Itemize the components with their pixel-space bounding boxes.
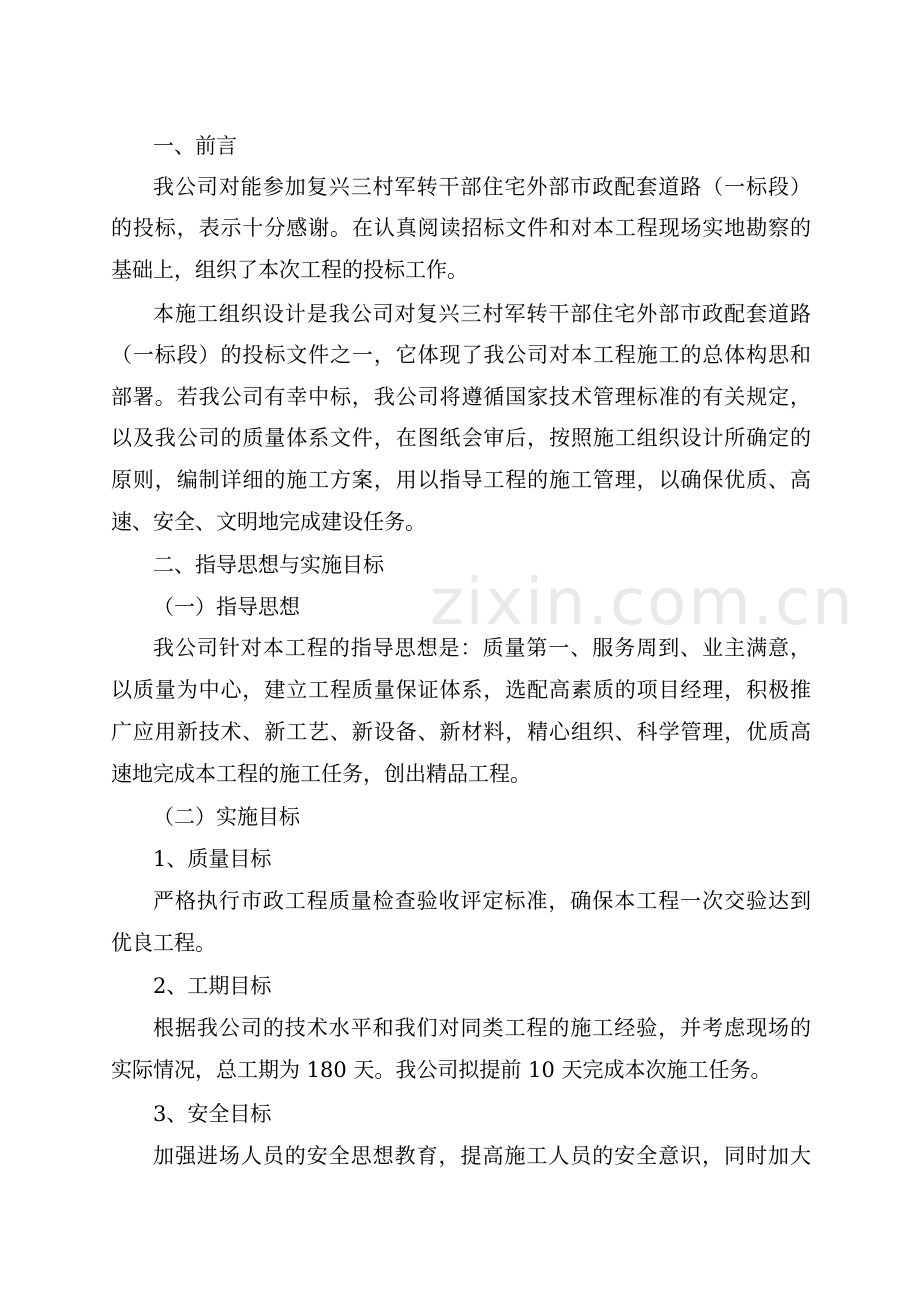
section-heading: 一、前言 [153,134,237,158]
paragraph-line: 本施工组织设计是我公司对复兴三村军转干部住宅外部市政配套道路 [153,302,811,326]
item-heading: 1、质量目标 [153,847,272,871]
item-heading: 3、安全目标 [153,1102,272,1126]
paragraph-line: 我公司对能参加复兴三村军转干部住宅外部市政配套道路（一标段） [153,175,811,199]
paragraph-line: 加强进场人员的安全思想教育，提高施工人员的安全意识，同时加大 [153,1144,811,1168]
subsection-heading: （一）指导思想 [153,595,300,619]
paragraph-line: 以及我公司的质量体系文件，在图纸会审后，按照施工组织设计所确定的 [111,426,811,450]
paragraph-line: 优良工程。 [111,931,216,955]
section-heading: 二、指导思想与实施目标 [153,553,384,577]
paragraph-line: 原则，编制详细的施工方案，用以指导工程的施工管理，以确保优质、高 [111,468,811,492]
paragraph-line: 我公司针对本工程的指导思想是：质量第一、服务周到、业主满意， [153,636,811,660]
paragraph-line: 根据我公司的技术水平和我们对同类工程的施工经验，并考虑现场的 [153,1016,811,1040]
watermark: zixin.com.cn [430,566,855,640]
paragraph-line: 基础上，组织了本次工程的投标工作。 [111,258,468,282]
paragraph-line: 的投标，表示十分感谢。在认真阅读招标文件和对本工程现场实地勘察的 [111,216,811,240]
paragraph-line: 以质量为中心，建立工程质量保证体系，选配高素质的项目经理，积极推 [111,678,811,702]
paragraph-line: 部署。若我公司有幸中标，我公司将遵循国家技术管理标准的有关规定， [111,385,811,409]
subsection-heading: （二）实施目标 [153,805,300,829]
paragraph-line: 速、安全、文明地完成建设任务。 [111,510,426,534]
paragraph-line: 速地完成本工程的施工任务，创出精品工程。 [111,762,531,786]
paragraph-line: 严格执行市政工程质量检查验收评定标准，确保本工程一次交验达到 [153,889,811,913]
paragraph-line: 实际情况，总工期为 180 天。我公司拟提前 10 天完成本次施工任务。 [111,1058,772,1082]
paragraph-line: 广应用新技术、新工艺、新设备、新材料，精心组织、科学管理，优质高 [111,720,811,744]
paragraph-line: （一标段）的投标文件之一，它体现了我公司对本工程施工的总体构思和 [111,343,811,367]
item-heading: 2、工期目标 [153,974,272,998]
